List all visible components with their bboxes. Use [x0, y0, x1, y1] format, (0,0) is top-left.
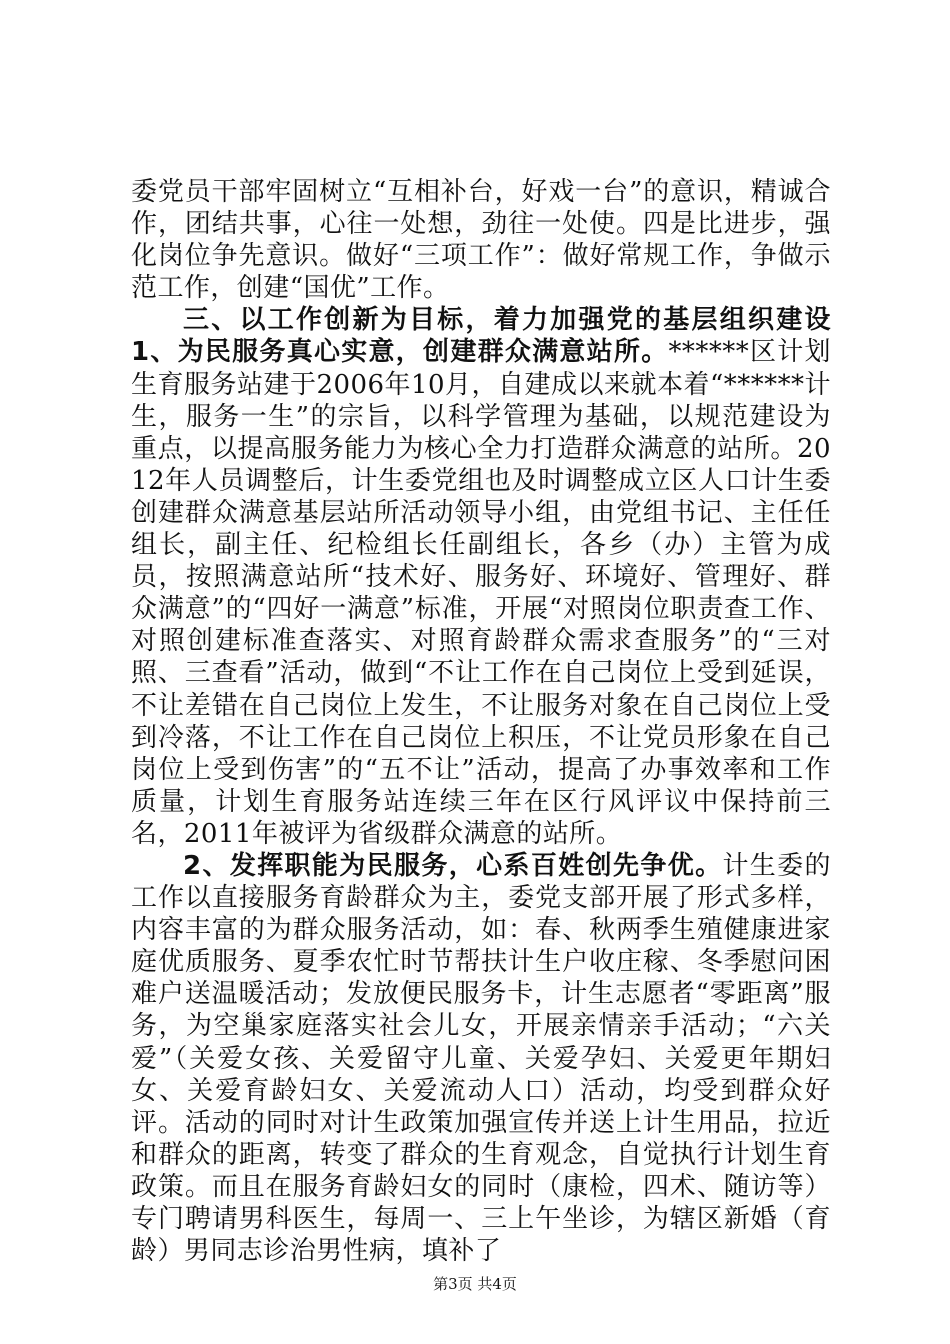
paragraph-2: [131, 304, 831, 850]
paragraph-3-text: 计生委的工作以直接服务育龄群众为主，委党支部开展了形式多样，内容丰富的为群众服务活动，如：春、秋两季生殖健康进家庭优质服务、夏季农忙时节帮扶计生户收庄稼、冬季慰问困难户送温暖活动；发放便民服务卡，计生志愿者“零距离”服务，为空巢家庭落实社会儿女，开展亲情亲手活动；“六关爱”（关爱女孩、关爱留守儿童、关爱孕妇、关爱更年期妇女、关爱育龄妇女、关爱流动人口）活动，均受到群众好评。活动的同时对计生政策加强宣传并送上计生用品，拉近和群众的距离，转变了群众的生育观念，自觉执行计划生育政策。而且在服务育龄妇女的同时（康检，四术、随访等）专门聘请男科医生，每周一、三上午坐诊，为辖区新婚（育龄）男同志诊治男性病，填补了: [131, 850, 831, 1267]
paragraph-1-text: 委党员干部牢固树立“互相补台，好戏一台”的意识，精诚合作，团结共事，心往一处想，劲往一处使。四是比进步，强化岗位争先意识。做好“三项工作”：做好常规工作，争做示范工作，创建“国优”工作。: [131, 177, 831, 304]
document-body: [131, 176, 831, 1267]
paragraph-2-text: ******区计划生育服务站建于2006年10月，自建成以来就本着“******计生，服务一生”的宗旨，以科学管理为基础，以规范建设为重点，以提高服务能力为核心全力打造群众满意的站所。2012年人员调整后，计生委党组也及时调整成立区人口计生委创建群众满意基层站所活动领导小组，由党组书记、主任任组长，副主任、纪检组长任副组长，各乡（办）主管为成员，按照满意站所“技术好、服务好、环境好、管理好、群众满意”的“四好一满意”标准，开展“对照岗位职责查工作、对照创建标准查落实、对照育龄群众需求查服务”的“三对照、三查看”活动，做到“不让工作在自己岗位上受到延误，不让差错在自己岗位上发生，不让服务对象在自己岗位上受到冷落，不让工作在自己岗位上积压，不让党员形象在自己岗位上受到伤害”的“五不让”活动，提高了办事效率和工作质量，计划生育服务站连续三年在区行风评议中保持前三名，2011年被评为省级群众满意的站所。: [131, 337, 831, 849]
paragraph-3: [131, 850, 831, 1267]
paragraph-1: [131, 176, 831, 304]
page-number-footer: 第3页 共4页: [433, 1275, 517, 1293]
paragraph-3-heading: 2、发挥职能为民服务，心系百姓创先争优。: [183, 850, 723, 881]
paragraph-2-heading: 三、以工作创新为目标，着力加强党的基层组织建设1、为民服务真心实意，创建群众满意站所。: [131, 305, 831, 368]
